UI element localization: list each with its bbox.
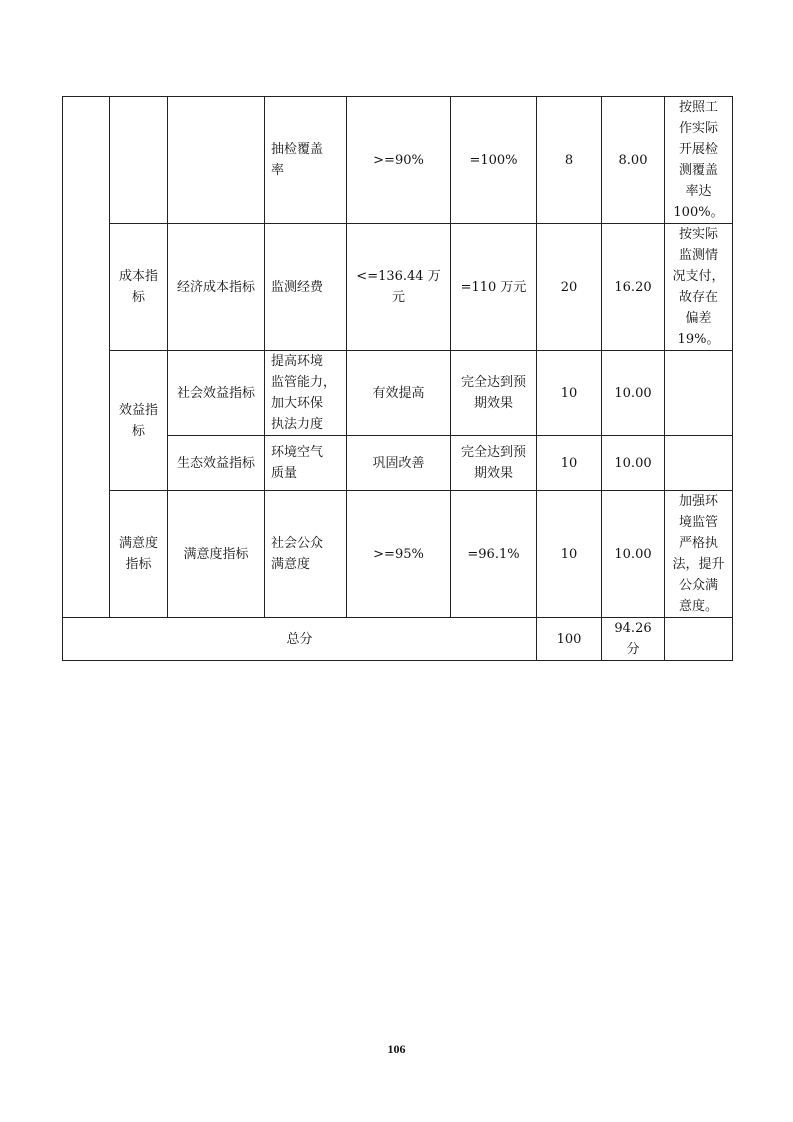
total-label: 总分 [63, 618, 537, 661]
total-row [63, 618, 733, 661]
table-row [63, 97, 733, 224]
performance-table [62, 96, 733, 661]
actual-cell: =110 万元 [451, 224, 537, 351]
category-cell: 成本指 标 [110, 224, 168, 351]
actual-cell: 完全达到预 期效果 [451, 351, 537, 436]
indicator-cell: 提高环境 监管能力， 加大环保 执法力度 [265, 351, 347, 436]
total-note [665, 618, 733, 661]
actual-cell: =100% [451, 97, 537, 224]
score-cell: 10.00 [602, 351, 665, 436]
note-cell: 按实际 监测情 况支付， 故存在 偏差 19%。 [665, 224, 733, 351]
target-cell: >=95% [347, 491, 451, 618]
target-cell: <=136.44 万元 [347, 224, 451, 351]
target-cell: >=90% [347, 97, 451, 224]
subcategory-cell: 满意度指标 [168, 491, 265, 618]
actual-cell: 完全达到预 期效果 [451, 436, 537, 491]
subcategory-cell [168, 97, 265, 224]
table-row [63, 491, 733, 618]
page-number: 106 [387, 1042, 406, 1056]
subcategory-cell: 社会效益指标 [168, 351, 265, 436]
weight-cell: 8 [537, 97, 602, 224]
weight-cell: 20 [537, 224, 602, 351]
indicator-cell: 环境空气 质量 [265, 436, 347, 491]
table-row [63, 351, 733, 436]
indicator-cell: 监测经费 [265, 224, 347, 351]
subcategory-cell: 经济成本指标 [168, 224, 265, 351]
category-cell: 满意度 指标 [110, 491, 168, 618]
target-cell: 有效提高 [347, 351, 451, 436]
score-cell: 8.00 [602, 97, 665, 224]
total-score: 94.26 分 [602, 618, 665, 661]
weight-cell: 10 [537, 436, 602, 491]
level1-cell [63, 97, 110, 618]
score-cell: 10.00 [602, 436, 665, 491]
score-cell: 16.20 [602, 224, 665, 351]
note-cell: 按照工 作实际 开展检 测覆盖 率达 100%。 [665, 97, 733, 224]
indicator-cell: 抽检覆盖 率 [265, 97, 347, 224]
note-cell [665, 351, 733, 436]
subcategory-cell: 生态效益指标 [168, 436, 265, 491]
category-cell: 效益指 标 [110, 351, 168, 491]
actual-cell: =96.1% [451, 491, 537, 618]
note-cell: 加强环 境监管 严格执 法，提升 公众满 意度。 [665, 491, 733, 618]
weight-cell: 10 [537, 351, 602, 436]
target-cell: 巩固改善 [347, 436, 451, 491]
category-cell [110, 97, 168, 224]
score-cell: 10.00 [602, 491, 665, 618]
indicator-cell: 社会公众 满意度 [265, 491, 347, 618]
table-row [63, 224, 733, 351]
note-cell [665, 436, 733, 491]
weight-cell: 10 [537, 491, 602, 618]
total-weight: 100 [537, 618, 602, 661]
